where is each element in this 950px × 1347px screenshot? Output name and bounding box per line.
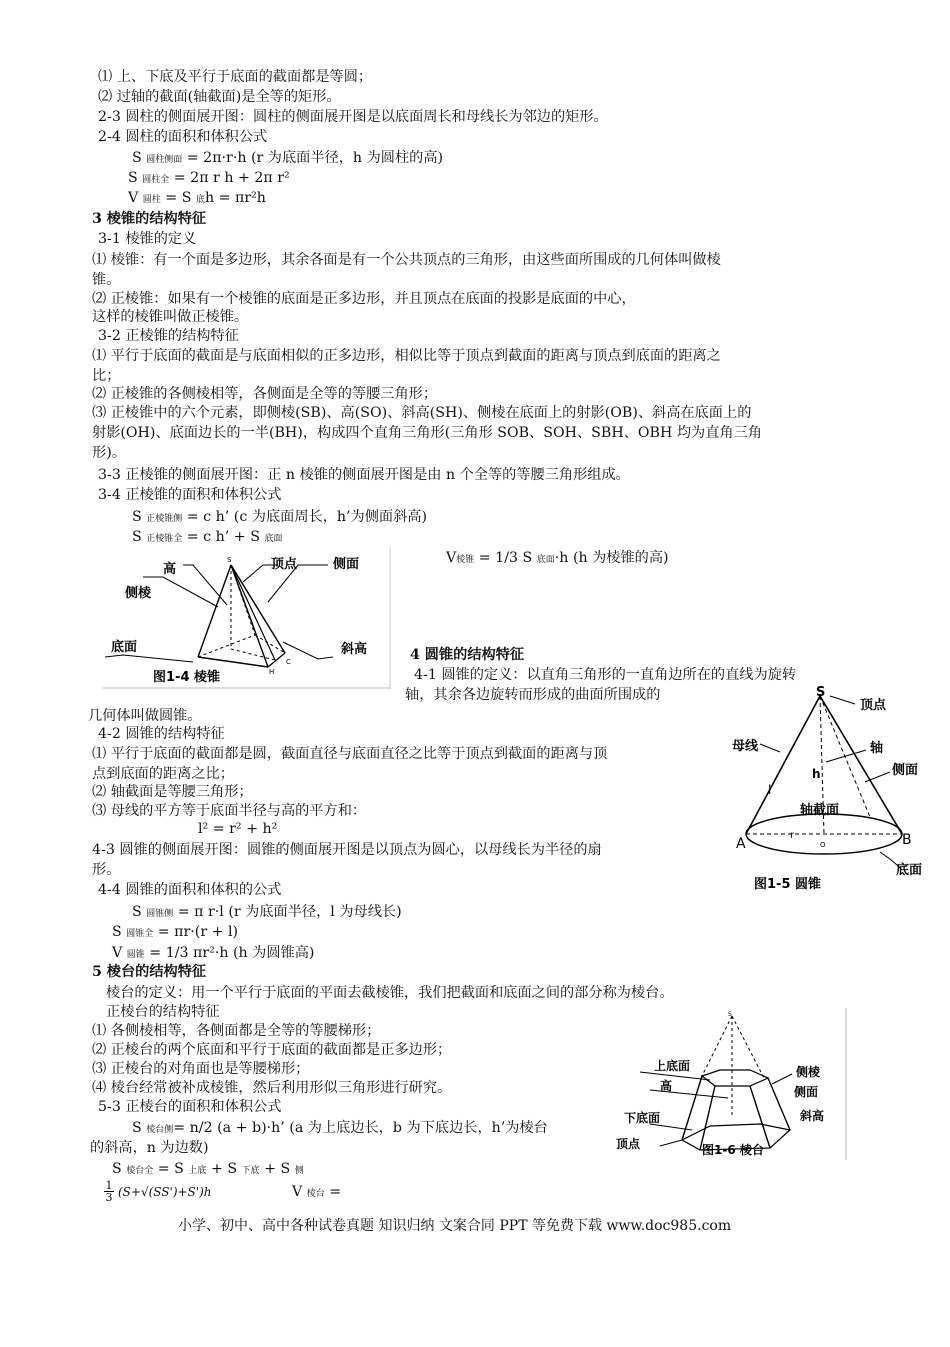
formula-pyramid-volume: V棱锥 = 1/3 S 底面·h (h 为棱锥的高) bbox=[446, 550, 669, 566]
label-h: h bbox=[812, 767, 821, 781]
cone-lateral-development-a: 4-3 圆锥的侧面展开图：圆锥的侧面展开图是以顶点为圆心，以母线长为半径的扇 bbox=[92, 842, 602, 858]
regular-pyramid-heading: 3-2 正棱锥的结构特征 bbox=[98, 328, 239, 344]
cylinder-feature-2: ⑵ 过轴的截面(轴截面)是全等的矩形。 bbox=[98, 89, 341, 105]
pyramid-definition-2a: ⑵ 正棱锥：如果有一个棱锥的底面是正多边形，并且顶点在底面的投影是底面的中心， bbox=[92, 291, 636, 307]
cylinder-feature-1: ⑴ 上、下底及平行于底面的截面都是等圆； bbox=[98, 69, 373, 85]
label-height: 高 bbox=[163, 562, 177, 577]
pyramid-definition-1b: 锥。 bbox=[92, 272, 121, 288]
label-vertex: 顶点 bbox=[271, 557, 298, 572]
label-axial-section: 轴截面 bbox=[800, 803, 840, 818]
cone-definition-b: 轴，其余各边旋转而形成的曲面所围成的 bbox=[405, 687, 661, 703]
cone-feature-1a: ⑴ 平行于底面的截面都是圆，截面直径与底面直径之比等于顶点到截面的距离与顶 bbox=[92, 746, 608, 762]
regular-pyramid-1a: ⑴ 平行于底面的截面是与底面相似的正多边形，相似比等于顶点到截面的距离与顶点到底面的距离之 bbox=[92, 348, 721, 364]
label-top-base: 上底面 bbox=[654, 1059, 691, 1073]
cone-feature-2: ⑵ 轴截面是等腰三角形； bbox=[92, 784, 253, 800]
label-H: H bbox=[269, 668, 275, 676]
regular-pyramid-3a: ⑶ 正棱锥中的六个元素，即侧棱(SB)、高(SO)、斜高(SH)、侧棱在底面上的射影(OB)、斜高在底面上的 bbox=[92, 405, 752, 421]
label-vertex: 顶点 bbox=[616, 1137, 641, 1151]
figure-caption: 图1-4 棱锥 bbox=[153, 670, 221, 685]
frustum-definition: 棱台的定义：用一个平行于底面的平面去截棱锥，我们把截面和底面之间的部分称为棱台。 bbox=[106, 985, 674, 1001]
label-lateral-face: 侧面 bbox=[333, 557, 360, 572]
label-bottom-base: 下底面 bbox=[624, 1111, 661, 1125]
cone-lateral-development-b: 形。 bbox=[92, 862, 121, 878]
label-vertex: 顶点 bbox=[860, 698, 887, 713]
pyramid-lateral-development: 3-3 正棱锥的侧面展开图：正 n 棱锥的侧面展开图是由 n 个全等的等腰三角形组成。 bbox=[98, 467, 630, 483]
cone-definition-c: 几何体叫做圆锥。 bbox=[88, 708, 202, 724]
label-r: r bbox=[790, 830, 795, 841]
label-S: S bbox=[227, 556, 232, 564]
label-S: S bbox=[816, 685, 826, 700]
formula-frustum-volume-expression: (S+√(SS')+S')h bbox=[118, 1185, 212, 1199]
regular-pyramid-2: ⑵ 正棱锥的各侧棱相等，各侧面是全等的等腰三角形； bbox=[92, 386, 438, 402]
figure-cone bbox=[720, 682, 938, 900]
regular-pyramid-3c: 形)。 bbox=[92, 445, 126, 461]
frustum-feature-2: ⑵ 正棱台的两个底面和平行于底面的截面都是正多边形； bbox=[92, 1042, 452, 1058]
label-l: l bbox=[768, 783, 772, 797]
regular-pyramid-1b: 比； bbox=[92, 368, 121, 384]
pyramid-definition-1a: ⑴ 棱锥：有一个面是多边形，其余各面是有一个公共顶点的三角形，由这些面所围成的几何体叫做棱 bbox=[92, 252, 721, 268]
label-axis: 轴 bbox=[870, 741, 884, 756]
formula-cone-lateral: S 圆锥侧 = π r·l (r 为底面半径，l 为母线长) bbox=[132, 904, 402, 920]
figure-frustum bbox=[610, 1008, 848, 1160]
label-generatrix: 母线 bbox=[732, 739, 759, 754]
label-base: 底面 bbox=[111, 640, 138, 655]
label-base: 底面 bbox=[896, 863, 923, 878]
regular-pyramid-3b: 射影(OH)、底面边长的一半(BH)，构成四个直角三角形(三角形 SOB、SOH、SBH、OBH 均为直角三角 bbox=[92, 425, 762, 441]
cylinder-lateral-development: 2-3 圆柱的侧面展开图：圆柱的侧面展开图是以底面周长和母线长为邻边的矩形。 bbox=[98, 109, 608, 125]
cylinder-formula-heading: 2-4 圆柱的面积和体积公式 bbox=[98, 129, 268, 145]
label-lateral-surface: 侧面 bbox=[892, 763, 919, 778]
label-O: O bbox=[820, 841, 826, 849]
formula-cylinder-volume: V 圆柱 = S 底h = πr²h bbox=[128, 190, 266, 206]
pyramid-definition-2b: 这样的棱锥叫做正棱锥。 bbox=[92, 309, 249, 325]
figure-pyramid bbox=[103, 547, 391, 689]
formula-pyramid-total: S 正棱锥全 = c h’ + S 底面 bbox=[132, 529, 283, 545]
figure-caption: 图1-6 棱台 bbox=[702, 1143, 764, 1157]
label-B: B bbox=[902, 832, 912, 848]
formula-frustum-volume: V 棱台 = bbox=[292, 1184, 342, 1200]
label-slant-height: 斜高 bbox=[800, 1109, 825, 1123]
formula-frustum-lateral: S 棱台侧= n/2 (a + b)·h’ (a 为上底边长，b 为下底边长，h’为棱台 bbox=[132, 1120, 548, 1136]
label-slant-height: 斜高 bbox=[341, 642, 368, 657]
section-heading-cone: 4 圆锥的结构特征 bbox=[410, 647, 525, 663]
frustum-formula-heading: 5-3 正棱台的面积和体积公式 bbox=[98, 1099, 282, 1115]
frustum-feature-1: ⑴ 各侧棱相等，各侧面都是全等的等腰梯形； bbox=[92, 1023, 381, 1039]
cone-feature-3: ⑶ 母线的平方等于底面半径与高的平方和： bbox=[92, 803, 367, 819]
frustum-feature-heading: 正棱台的结构特征 bbox=[106, 1004, 220, 1020]
frustum-feature-3: ⑶ 正棱台的对角面也是等腰梯形； bbox=[92, 1061, 310, 1077]
cone-pythagoras-formula: l² = r² + h² bbox=[198, 821, 278, 837]
cone-feature-1b: 点到底面的距离之比； bbox=[92, 766, 234, 782]
section-heading-frustum: 5 棱台的结构特征 bbox=[92, 964, 207, 980]
formula-frustum-lateral-2: 的斜高，n 为边数) bbox=[90, 1140, 209, 1156]
formula-cone-total: S 圆锥全 = πr·(r + l) bbox=[112, 924, 239, 940]
formula-pyramid-lateral: S 正棱锥侧 = c h’ (c 为底面周长，h’为侧面斜高) bbox=[132, 509, 428, 525]
formula-frustum-total: S 棱台全 = S 上底 + S 下底 + S 侧 bbox=[112, 1161, 304, 1177]
section-heading-pyramid: 3 棱锥的结构特征 bbox=[92, 211, 207, 227]
label-C: C bbox=[286, 658, 291, 666]
pyramid-definition-heading: 3-1 棱锥的定义 bbox=[98, 231, 197, 247]
page-footer: 小学、初中、高中各种试卷真题 知识归纳 文案合同 PPT 等免费下载 www.doc985.com bbox=[178, 1218, 732, 1234]
label-lateral-face: 侧面 bbox=[794, 1085, 819, 1099]
cone-definition-a: 4-1 圆锥的定义：以直角三角形的一直角边所在的直线为旋转 bbox=[414, 667, 797, 683]
cone-formula-heading: 4-4 圆锥的面积和体积的公式 bbox=[98, 882, 282, 898]
formula-frustum-fraction: 1 3 bbox=[105, 1179, 113, 1204]
formula-cylinder-total: S 圆柱全 = 2π r h + 2π r² bbox=[128, 170, 290, 186]
label-S: S bbox=[728, 1011, 732, 1018]
formula-cylinder-lateral: S 圆柱侧面 = 2π·r·h (r 为底面半径，h 为圆柱的高) bbox=[132, 150, 444, 166]
label-lateral-edge: 侧棱 bbox=[125, 586, 152, 601]
pyramid-formula-heading: 3-4 正棱锥的面积和体积公式 bbox=[98, 487, 282, 503]
label-lateral-edge: 侧棱 bbox=[796, 1065, 821, 1079]
label-height: 高 bbox=[660, 1079, 673, 1093]
figure-caption: 图1-5 圆锥 bbox=[754, 877, 822, 892]
cone-feature-heading: 4-2 圆锥的结构特征 bbox=[98, 726, 225, 742]
frustum-feature-4: ⑷ 棱台经常被补成棱锥，然后利用形似三角形进行研究。 bbox=[92, 1080, 452, 1096]
formula-cone-volume: V 圆锥 = 1/3 πr²·h (h 为圆锥高) bbox=[112, 945, 315, 961]
label-A: A bbox=[736, 836, 746, 852]
